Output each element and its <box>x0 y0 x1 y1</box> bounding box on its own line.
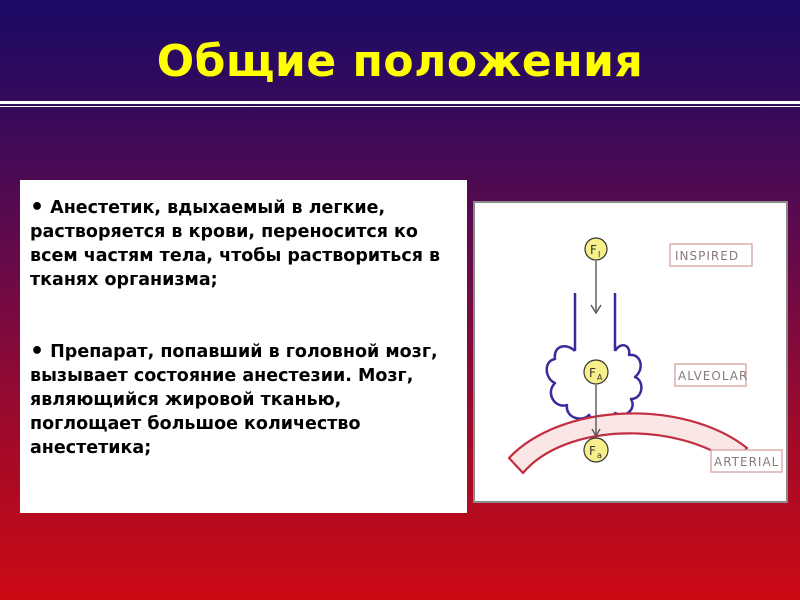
label-alveolar <box>675 364 748 386</box>
slide-title: Общие положения <box>156 36 644 87</box>
svg-text:ARTERIAL: ARTERIAL <box>714 455 780 469</box>
svg-text:INSPIRED: INSPIRED <box>675 249 740 263</box>
svg-text:F: F <box>589 444 596 458</box>
svg-text:ALVEOLAR: ALVEOLAR <box>678 369 749 383</box>
bullet-text: Препарат, попавший в головной мозг, вызывает состояние анестезии. Мозг, являющийся жировой тканью, поглощает большое количество анестетика; <box>30 342 438 458</box>
svg-text:I: I <box>598 250 601 259</box>
label-arterial <box>711 450 782 472</box>
title-divider-thick <box>0 101 800 104</box>
bullet-item <box>30 196 457 292</box>
svg-text:A: A <box>597 373 603 382</box>
svg-text:F: F <box>589 366 596 380</box>
svg-text:F: F <box>590 243 597 257</box>
bullet-icon: • <box>30 339 45 364</box>
bullet-item <box>30 340 457 460</box>
svg-text:a: a <box>597 451 602 460</box>
diagram-drawing <box>475 203 786 501</box>
fraction-circle-alveolar <box>584 360 608 384</box>
bullet-icon: • <box>30 195 45 220</box>
fraction-circle-arterial <box>584 438 608 462</box>
title-divider-thin <box>0 106 800 107</box>
bullet-text: Анестетик, вдыхаемый в легкие, растворяется в крови, переносится ко всем частям тела, чтобы раствориться в тканях организма; <box>30 198 441 290</box>
bullet-text-box <box>20 180 467 513</box>
anesthetic-uptake-diagram <box>473 201 788 503</box>
fraction-circle-inspired <box>585 238 607 260</box>
label-inspired <box>670 244 752 266</box>
